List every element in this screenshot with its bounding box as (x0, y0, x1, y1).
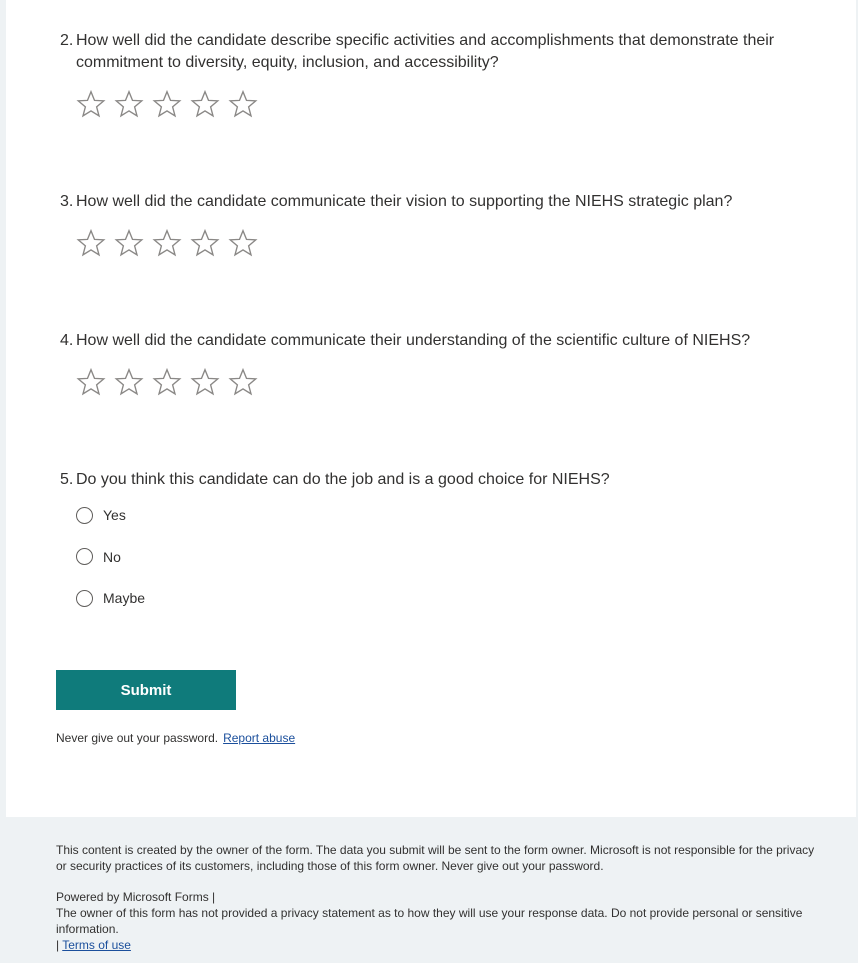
submit-button[interactable]: Submit (56, 670, 236, 710)
question-number: 5. (60, 471, 74, 488)
question-5 (60, 469, 800, 630)
star-outline-icon[interactable] (228, 88, 266, 120)
terms-line (56, 937, 816, 953)
star-outline-icon[interactable] (152, 227, 190, 259)
question-text: How well did the candidate describe specific activities and accomplishments that demonstrate their commitment to diversity, equity, inclusion, and accessibility? (76, 32, 775, 71)
question-number: 3. (60, 193, 74, 210)
star-outline-icon[interactable] (76, 366, 114, 398)
question-text: Do you think this candidate can do the job and is a good choice for NIEHS? (76, 471, 610, 488)
star-outline-icon[interactable] (114, 88, 152, 120)
question-3 (60, 191, 800, 259)
radio-unchecked-icon[interactable] (76, 507, 93, 524)
question-number: 4. (60, 332, 74, 349)
option-label: Yes (103, 507, 126, 523)
option-maybe[interactable] (76, 588, 800, 608)
question-title (60, 330, 800, 352)
question-text: How well did the candidate communicate their vision to supporting the NIEHS strategic plan? (76, 193, 733, 210)
terms-prefix: | (56, 938, 63, 952)
privacy-note: The owner of this form has not provided a privacy statement as to how they will use your response data. Do not provide personal or sensitive information. (56, 906, 803, 936)
rating-stars (76, 227, 800, 259)
star-outline-icon[interactable] (76, 88, 114, 120)
question-4 (60, 330, 800, 398)
star-outline-icon[interactable] (228, 227, 266, 259)
question-title (60, 30, 800, 74)
question-2 (60, 30, 800, 120)
footer-disclaimer: This content is created by the owner of the form. The data you submit will be sent to the form owner. Microsoft is not responsible for the privacy or security practices of its customers, including those of this form owner. Never give out your password. (56, 843, 815, 873)
password-warning (56, 731, 295, 745)
rating-stars (76, 366, 800, 398)
powered-by: Powered by Microsoft Forms | (56, 890, 216, 904)
star-outline-icon[interactable] (114, 366, 152, 398)
question-title (60, 469, 800, 491)
rating-stars (76, 88, 800, 120)
radio-unchecked-icon[interactable] (76, 590, 93, 607)
option-label: No (103, 548, 121, 565)
question-number: 2. (60, 32, 74, 49)
footer (56, 842, 816, 953)
star-outline-icon[interactable] (114, 227, 152, 259)
option-label: Maybe (103, 590, 146, 606)
question-text: How well did the candidate communicate their understanding of the scientific culture of NIEHS? (76, 332, 751, 349)
star-outline-icon[interactable] (228, 366, 266, 398)
question-title (60, 191, 800, 213)
radio-unchecked-icon[interactable] (76, 548, 93, 565)
star-outline-icon[interactable] (152, 366, 190, 398)
option-no[interactable] (76, 547, 800, 567)
password-note-text: Never give out your password. (56, 731, 219, 745)
star-outline-icon[interactable] (190, 366, 228, 398)
star-outline-icon[interactable] (76, 227, 114, 259)
star-outline-icon[interactable] (190, 88, 228, 120)
report-abuse-link[interactable]: Report abuse (223, 731, 296, 745)
star-outline-icon[interactable] (190, 227, 228, 259)
star-outline-icon[interactable] (152, 88, 190, 120)
terms-of-use-link[interactable]: Terms of use (62, 938, 131, 952)
option-yes[interactable] (76, 505, 800, 525)
choice-options (76, 505, 800, 608)
